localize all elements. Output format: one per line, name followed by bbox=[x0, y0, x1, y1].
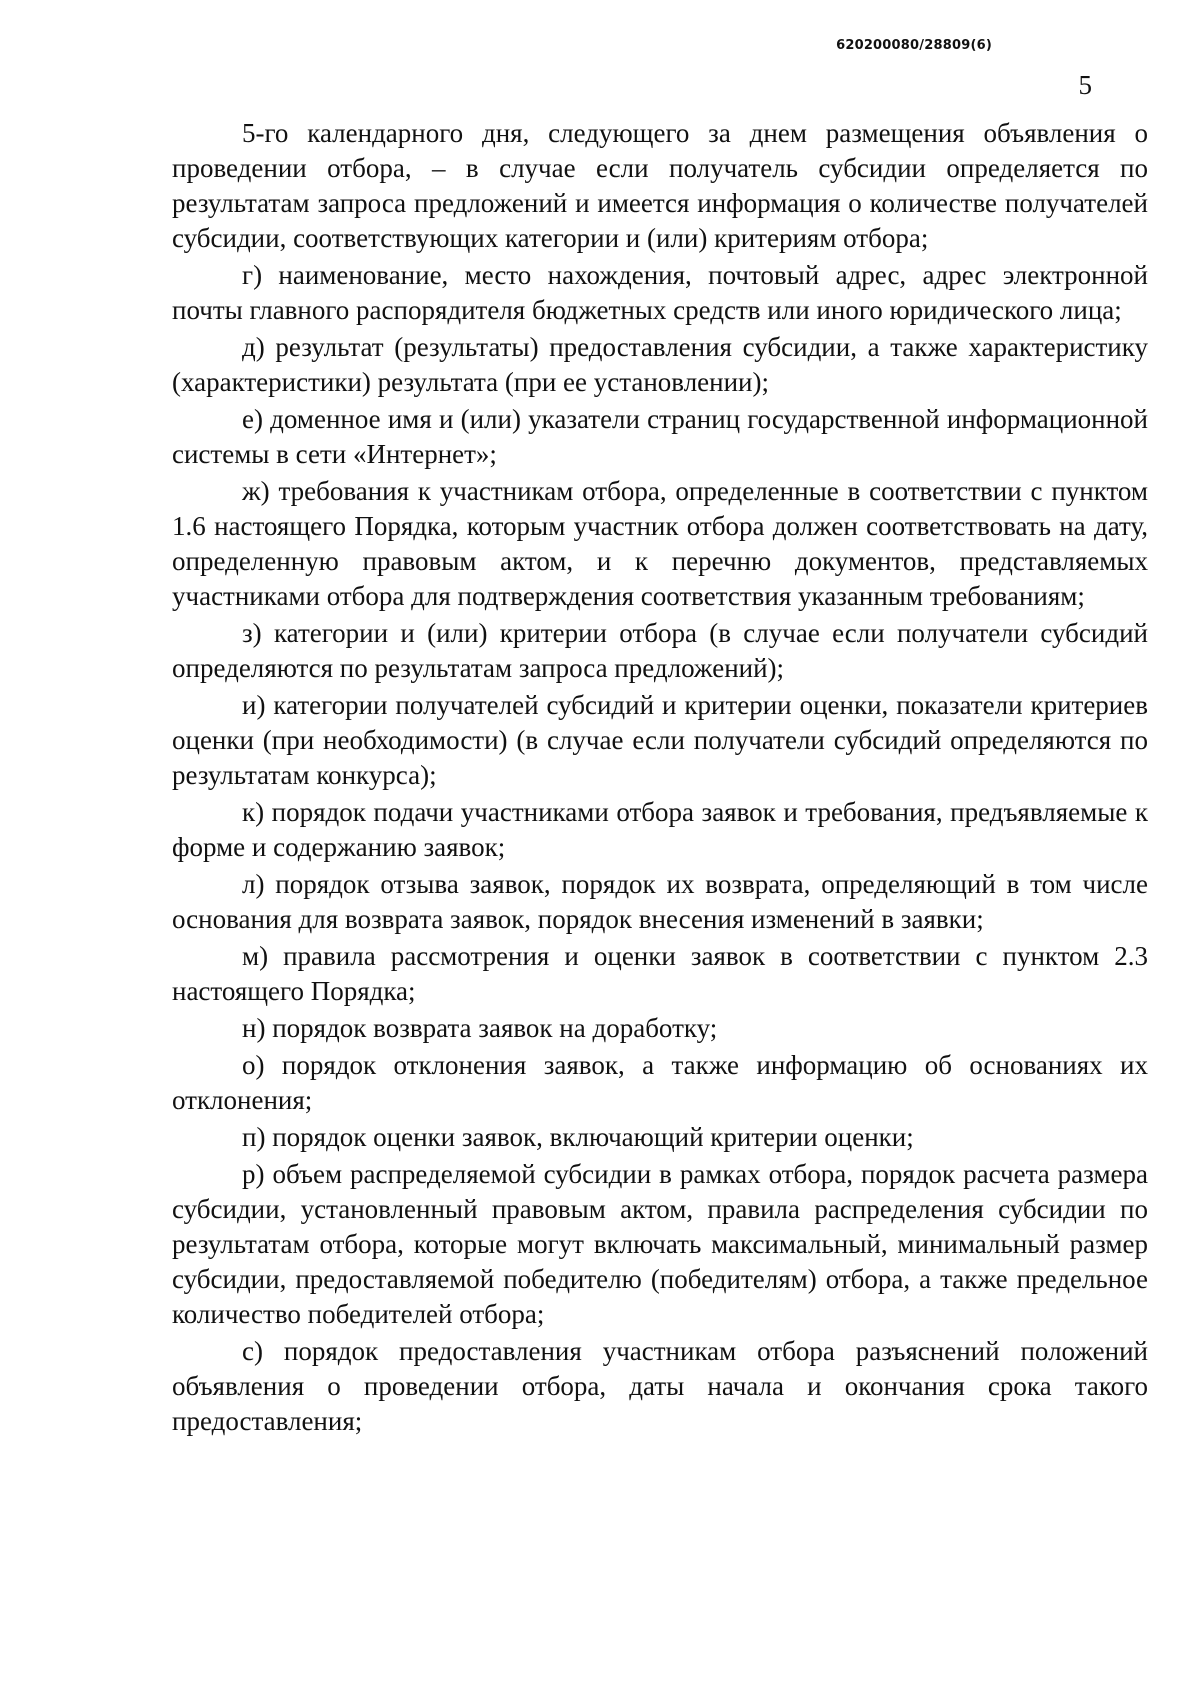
paragraph-d: д) результат (результаты) предоставления субсидии, а также характеристику (характеристики) результата (при ее установлении); bbox=[172, 332, 1148, 397]
paragraph-e: е) доменное имя и (или) указатели страниц государственной информационной системы в сети «Интернет»; bbox=[172, 404, 1148, 469]
paragraph-r: р) объем распределяемой субсидии в рамках отбора, порядок расчета размера субсидии, установленный правовым актом, правила распределения субсидии по результатам отбора, которые могут включать максимальный, минимальный размер субсидии, предоставляемой победителю (победителям) отбора, а также предельное количество победителей отбора; bbox=[172, 1159, 1148, 1329]
paragraph-i: и) категории получателей субсидий и критерии оценки, показатели критериев оценки (при необходимости) (в случае если получатели субсидий определяются по результатам конкурса); bbox=[172, 690, 1148, 790]
page-number: 5 bbox=[1078, 70, 1092, 100]
paragraph-z: з) категории и (или) критерии отбора (в случае если получатели субсидий определяются по результатам запроса предложений); bbox=[172, 618, 1148, 683]
paragraph-m: м) правила рассмотрения и оценки заявок в соответствии с пунктом 2.3 настоящего Порядка; bbox=[172, 941, 1148, 1006]
paragraph-o: о) порядок отклонения заявок, а также информацию об основаниях их отклонения; bbox=[172, 1050, 1148, 1115]
paragraph-s: с) порядок предоставления участникам отбора разъяснений положений объявления о проведении отбора, даты начала и окончания срока такого предоставления; bbox=[172, 1336, 1148, 1436]
paragraph-k: к) порядок подачи участниками отбора заявок и требования, предъявляемые к форме и содержанию заявок; bbox=[172, 797, 1148, 862]
document-code: 620200080/28809(6) bbox=[836, 38, 992, 53]
paragraph-continuation: 5-го календарного дня, следующего за днем размещения объявления о проведении отбора, – в случае если получатель субсидии определяется по результатам запроса предложений и имеется информация о количестве получателей субсидии, соответствующих категории и (или) критериям отбора; bbox=[172, 118, 1148, 253]
paragraph-p: п) порядок оценки заявок, включающий критерии оценки; bbox=[242, 1122, 914, 1152]
paragraph-zh: ж) требования к участникам отбора, определенные в соответствии с пунктом 1.6 настоящего Порядка, которым участник отбора должен соответствовать на дату, определенную правовым актом, и к перечню документов, представляемых участниками отбора для подтверждения соответствия указанным требованиям; bbox=[172, 476, 1148, 611]
paragraph-n: н) порядок возврата заявок на доработку; bbox=[242, 1013, 718, 1043]
paragraph-g: г) наименование, место нахождения, почтовый адрес, адрес электронной почты главного распорядителя бюджетных средств или иного юридического лица; bbox=[172, 260, 1148, 325]
document-body bbox=[172, 116, 1148, 1441]
paragraph-l: л) порядок отзыва заявок, порядок их возврата, определяющий в том числе основания для возврата заявок, порядок внесения изменений в заявки; bbox=[172, 869, 1148, 934]
